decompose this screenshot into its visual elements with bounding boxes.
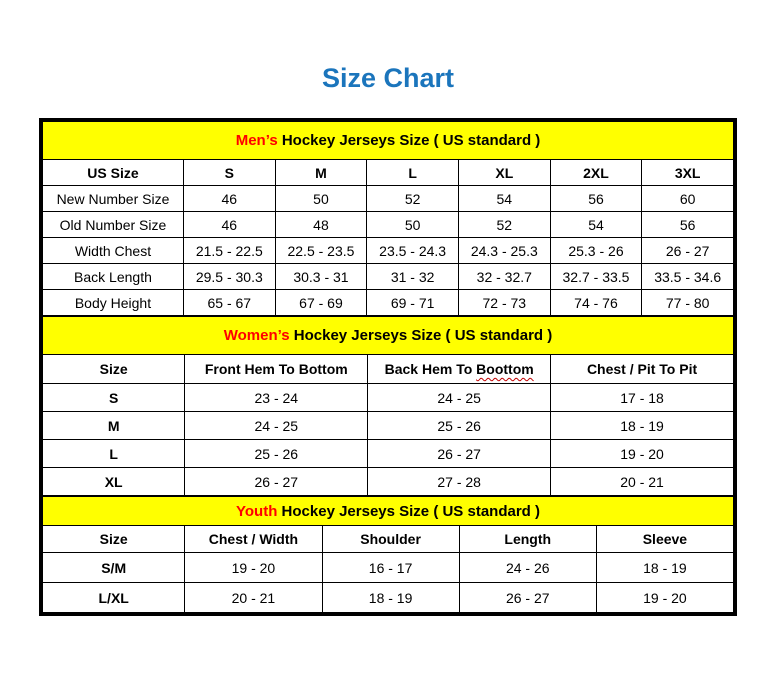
womens-section-highlight: Women’s bbox=[223, 327, 290, 344]
youth-column-header: Chest / Width bbox=[185, 526, 322, 553]
cell-value: 25 - 26 bbox=[185, 440, 368, 468]
womens-column-header-misspelled bbox=[368, 355, 551, 384]
cell-value: 67 - 69 bbox=[275, 290, 367, 316]
cell-value: 56 bbox=[642, 212, 734, 238]
womens-column-header: Chest / Pit To Pit bbox=[551, 355, 734, 384]
cell-value: 25 - 26 bbox=[368, 412, 551, 440]
cell-value: 50 bbox=[367, 212, 459, 238]
cell-value: 18 - 19 bbox=[551, 412, 734, 440]
cell-value: 65 - 67 bbox=[183, 290, 275, 316]
cell-value: 19 - 20 bbox=[596, 583, 733, 613]
youth-section-title-rest: Hockey Jerseys Size ( US standard ) bbox=[277, 502, 540, 520]
cell-value: 18 - 19 bbox=[596, 553, 733, 583]
cell-value: 26 - 27 bbox=[459, 583, 596, 613]
page-title: Size Chart bbox=[321, 63, 455, 93]
table-row bbox=[43, 290, 734, 316]
youth-section-header-row bbox=[43, 497, 734, 526]
cell-value: 19 - 20 bbox=[551, 440, 734, 468]
row-label: M bbox=[43, 412, 185, 440]
cell-value: 72 - 73 bbox=[458, 290, 550, 316]
youth-column-header: Size bbox=[43, 526, 185, 553]
table-row bbox=[43, 384, 734, 412]
mens-column-header: 3XL bbox=[642, 160, 734, 186]
cell-value: 32.7 - 33.5 bbox=[550, 264, 642, 290]
cell-value: 48 bbox=[275, 212, 367, 238]
cell-value: 74 - 76 bbox=[550, 290, 642, 316]
cell-value: 24 - 25 bbox=[368, 384, 551, 412]
cell-value: 26 - 27 bbox=[185, 468, 368, 496]
cell-value: 30.3 - 31 bbox=[275, 264, 367, 290]
cell-value: 46 bbox=[183, 212, 275, 238]
womens-section-title-rest: Hockey Jerseys Size ( US standard ) bbox=[289, 327, 553, 344]
womens-column-header-row bbox=[43, 355, 734, 384]
row-label: S bbox=[43, 384, 185, 412]
womens-column-header: Size bbox=[43, 355, 185, 384]
size-chart-page bbox=[0, 60, 776, 616]
cell-value: 69 - 71 bbox=[367, 290, 459, 316]
youth-column-header-row bbox=[43, 526, 734, 553]
cell-value: 18 - 19 bbox=[322, 583, 459, 613]
table-row bbox=[43, 264, 734, 290]
row-label: L bbox=[43, 440, 185, 468]
back-hem-misspelled-word: Boottom bbox=[476, 361, 534, 377]
table-row bbox=[43, 186, 734, 212]
table-row bbox=[43, 583, 734, 613]
mens-column-header: US Size bbox=[43, 160, 184, 186]
youth-section-header bbox=[43, 497, 734, 526]
row-label: Width Chest bbox=[43, 238, 184, 264]
mens-column-header: XL bbox=[458, 160, 550, 186]
cell-value: 77 - 80 bbox=[642, 290, 734, 316]
mens-section-header-row bbox=[43, 122, 734, 160]
mens-column-header-row bbox=[43, 160, 734, 186]
youth-column-header: Sleeve bbox=[596, 526, 733, 553]
cell-value: 24 - 26 bbox=[459, 553, 596, 583]
cell-value: 27 - 28 bbox=[368, 468, 551, 496]
row-label: Old Number Size bbox=[43, 212, 184, 238]
cell-value: 17 - 18 bbox=[551, 384, 734, 412]
mens-section-title-rest: Hockey Jerseys Size ( US standard ) bbox=[277, 132, 541, 149]
table-row bbox=[43, 238, 734, 264]
cell-value: 46 bbox=[183, 186, 275, 212]
table-row bbox=[43, 212, 734, 238]
table-row bbox=[43, 412, 734, 440]
cell-value: 25.3 - 26 bbox=[550, 238, 642, 264]
cell-value: 21.5 - 22.5 bbox=[183, 238, 275, 264]
mens-section-highlight: Men’s bbox=[235, 132, 278, 149]
size-chart-tables bbox=[39, 118, 737, 616]
back-hem-prefix: Back Hem To bbox=[384, 361, 477, 377]
table-row bbox=[43, 553, 734, 583]
cell-value: 23.5 - 24.3 bbox=[367, 238, 459, 264]
mens-column-header: S bbox=[183, 160, 275, 186]
table-row bbox=[43, 468, 734, 496]
youth-section-highlight: Youth bbox=[236, 502, 278, 520]
womens-column-header: Front Hem To Bottom bbox=[185, 355, 368, 384]
cell-value: 31 - 32 bbox=[367, 264, 459, 290]
youth-size-table bbox=[42, 496, 734, 613]
mens-size-table bbox=[42, 121, 734, 316]
table-row bbox=[43, 440, 734, 468]
cell-value: 50 bbox=[275, 186, 367, 212]
cell-value: 20 - 21 bbox=[185, 583, 322, 613]
cell-value: 20 - 21 bbox=[551, 468, 734, 496]
row-label: S/M bbox=[43, 553, 185, 583]
youth-column-header: Shoulder bbox=[322, 526, 459, 553]
mens-section-header bbox=[43, 122, 734, 160]
cell-value: 24 - 25 bbox=[185, 412, 368, 440]
cell-value: 54 bbox=[550, 212, 642, 238]
row-label: XL bbox=[43, 468, 185, 496]
cell-value: 26 - 27 bbox=[368, 440, 551, 468]
cell-value: 56 bbox=[550, 186, 642, 212]
cell-value: 24.3 - 25.3 bbox=[458, 238, 550, 264]
womens-section-header bbox=[43, 317, 734, 355]
mens-column-header: 2XL bbox=[550, 160, 642, 186]
mens-column-header: M bbox=[275, 160, 367, 186]
cell-value: 23 - 24 bbox=[185, 384, 368, 412]
row-label: Back Length bbox=[43, 264, 184, 290]
cell-value: 22.5 - 23.5 bbox=[275, 238, 367, 264]
row-label: Body Height bbox=[43, 290, 184, 316]
cell-value: 52 bbox=[458, 212, 550, 238]
cell-value: 52 bbox=[367, 186, 459, 212]
row-label: L/XL bbox=[43, 583, 185, 613]
cell-value: 29.5 - 30.3 bbox=[183, 264, 275, 290]
womens-section-header-row bbox=[43, 317, 734, 355]
cell-value: 16 - 17 bbox=[322, 553, 459, 583]
cell-value: 26 - 27 bbox=[642, 238, 734, 264]
womens-size-table bbox=[42, 316, 734, 496]
cell-value: 54 bbox=[458, 186, 550, 212]
youth-column-header: Length bbox=[459, 526, 596, 553]
cell-value: 19 - 20 bbox=[185, 553, 322, 583]
cell-value: 32 - 32.7 bbox=[458, 264, 550, 290]
cell-value: 33.5 - 34.6 bbox=[642, 264, 734, 290]
row-label: New Number Size bbox=[43, 186, 184, 212]
cell-value: 60 bbox=[642, 186, 734, 212]
mens-column-header: L bbox=[367, 160, 459, 186]
